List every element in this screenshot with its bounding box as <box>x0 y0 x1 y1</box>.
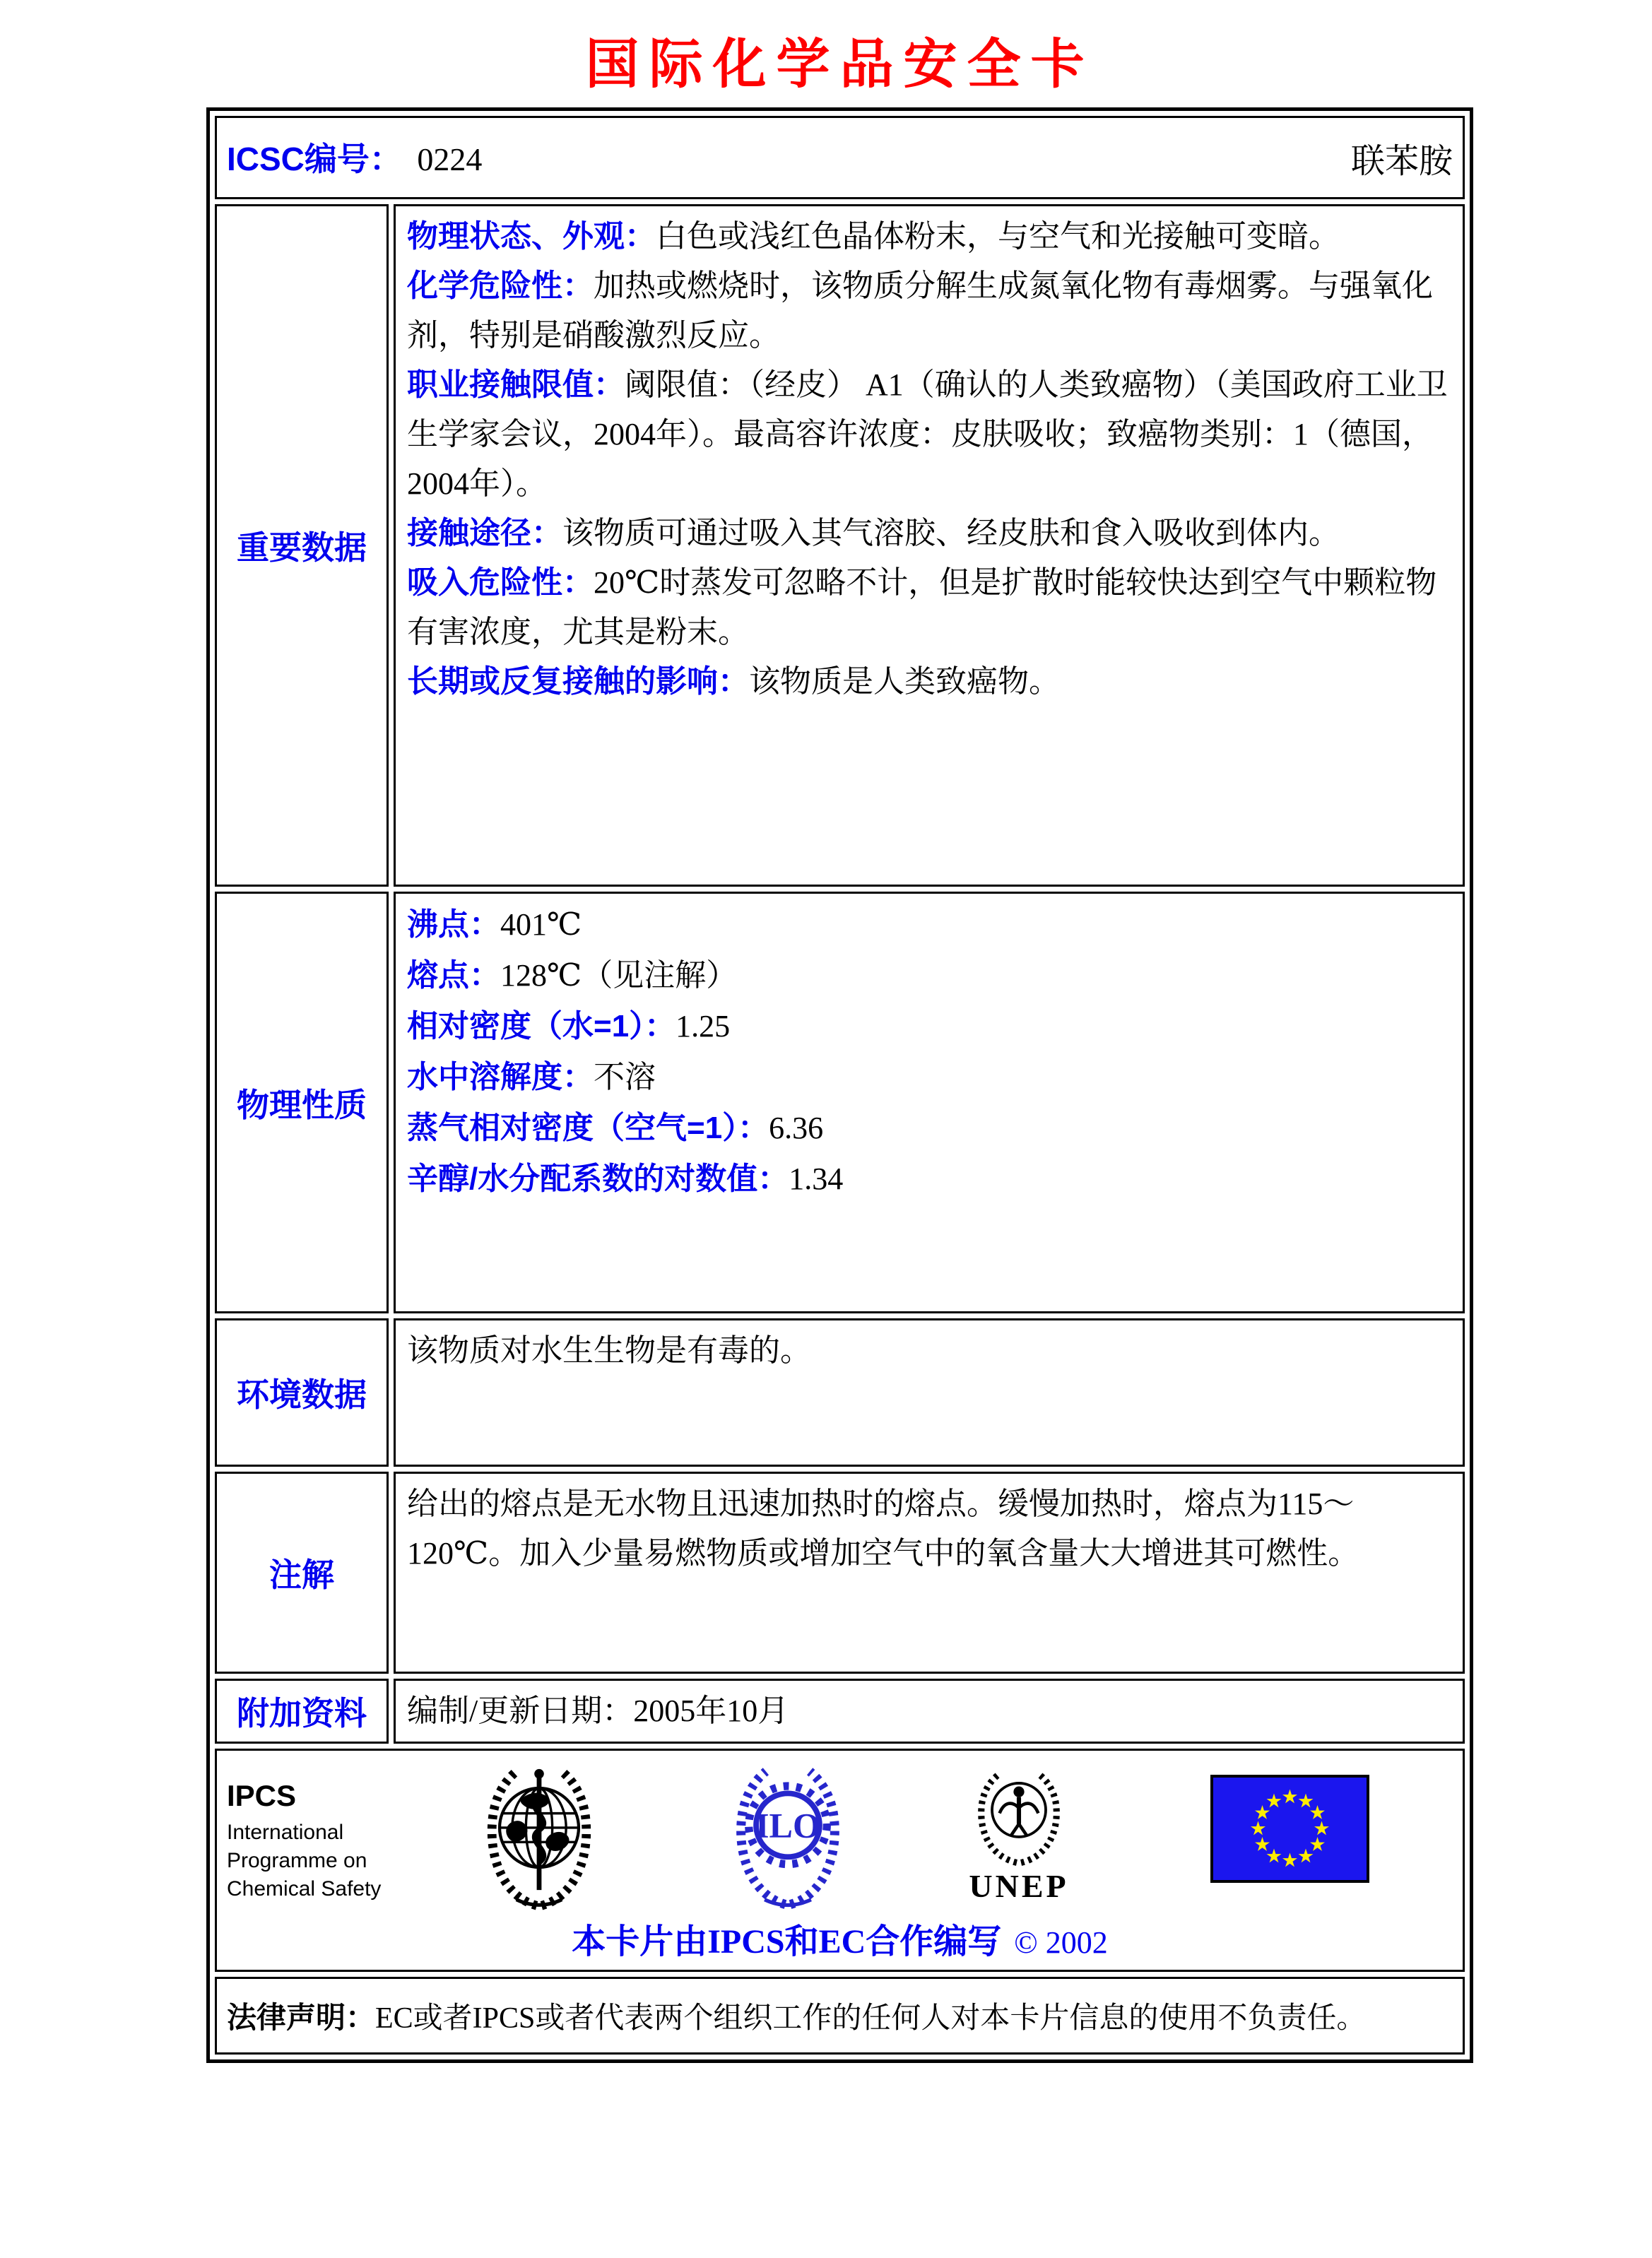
item-value: 401℃ <box>500 907 582 942</box>
item-text: 20℃时蒸发可忽略不计，但是扩散时能较快达到空气中颗粒物有害浓度，尤其是粉末。 <box>407 565 1437 649</box>
item-value: 1.34 <box>789 1161 844 1196</box>
who-logo-icon <box>470 1761 608 1910</box>
page-title: 国际化学品安全卡 <box>585 35 1095 95</box>
environmental-data-label: 环境数据 <box>215 1318 389 1467</box>
important-data-content <box>394 204 1465 887</box>
item-label: 水中溶解度： <box>407 1060 594 1094</box>
environmental-data-text: 该物质对水生生物是有毒的。 <box>407 1333 811 1368</box>
important-data-item <box>407 360 1451 509</box>
item-value: 6.36 <box>769 1111 824 1145</box>
notes-row <box>215 1472 1465 1674</box>
physical-properties-row <box>215 892 1465 1313</box>
additional-info-content <box>394 1679 1465 1744</box>
logos-cell <box>215 1749 1465 1972</box>
notes-label: 注解 <box>215 1472 389 1674</box>
physical-property-item <box>407 950 1451 1001</box>
important-data-item <box>407 509 1451 558</box>
icsc-number-value: 0224 <box>417 141 483 177</box>
ipcs-line: Programme on <box>227 1849 367 1872</box>
notes-text: 给出的熔点是无水物且迅速加热时的熔点。缓慢加热时，熔点为115～120℃。加入少量易燃物质或增加空气中的氧含量大大增进其可燃性。 <box>407 1486 1359 1571</box>
physical-properties-content <box>394 892 1465 1313</box>
item-label: 化学危险性： <box>407 268 594 303</box>
physical-property-item <box>407 1103 1451 1154</box>
legal-text: EC或者IPCS或者代表两个组织工作的任何人对本卡片信息的使用不负责任。 <box>375 2002 1367 2035</box>
item-text: 该物质是人类致癌物。 <box>749 664 1060 699</box>
unep-label: UNEP <box>969 1868 1069 1904</box>
ilo-logo-icon <box>720 1759 856 1912</box>
legal-cell <box>215 1977 1465 2055</box>
item-label: 长期或反复接触的影响： <box>407 664 749 699</box>
item-label: 蒸气相对密度（空气=1）： <box>407 1111 769 1145</box>
chemical-name: 联苯胺 <box>1350 142 1453 180</box>
environmental-data-row <box>215 1318 1465 1467</box>
legal-label: 法律声明： <box>227 2001 376 2034</box>
additional-info-label: 附加资料 <box>215 1679 389 1744</box>
item-value: 1.25 <box>675 1009 731 1044</box>
item-label: 吸入危险性： <box>407 565 594 600</box>
item-text: 该物质可通过吸入其气溶胶、经皮肤和食入吸收到体内。 <box>562 516 1340 550</box>
notes-content <box>394 1472 1465 1674</box>
unep-emblem-icon <box>959 1761 1079 1868</box>
ipcs-line: Chemical Safety <box>227 1877 382 1901</box>
item-label: 物理状态、外观： <box>407 219 656 254</box>
item-label: 接触途径： <box>407 516 562 550</box>
physical-property-item <box>407 1052 1451 1103</box>
physical-property-item <box>407 1154 1451 1205</box>
item-value: 不溶 <box>594 1060 656 1094</box>
ipcs-text-block <box>227 1779 381 1903</box>
item-label: 辛醇/水分配系数的对数值： <box>407 1161 789 1196</box>
important-data-item <box>407 212 1451 261</box>
additional-info-row <box>215 1679 1465 1744</box>
legal-row <box>215 1977 1465 2055</box>
important-data-item <box>407 261 1451 360</box>
item-text: 阈限值：（经皮） A1（确认的人类致癌物）（美国政府工业卫生学家会议，2004年）。最高容许浓度：皮肤吸收；致癌物类别：1（德国，2004年）。 <box>407 367 1448 501</box>
caption-text: 本卡片由IPCS和EC合作编写 <box>572 1923 1002 1961</box>
unep-logo <box>945 1761 1093 1905</box>
item-text: 加热或燃烧时，该物质分解生成氮氧化物有毒烟雾。与强氧化剂，特别是硝酸激烈反应。 <box>407 268 1433 353</box>
physical-properties-label: 物理性质 <box>215 892 389 1313</box>
copyright-text: © 2002 <box>1014 1925 1108 1960</box>
header-cell <box>215 116 1465 199</box>
icsc-number-label: ICSC编号： <box>227 140 402 177</box>
item-label: 相对密度（水=1）： <box>407 1009 676 1044</box>
item-label: 熔点： <box>407 958 500 993</box>
footer-caption <box>217 1914 1463 1963</box>
item-label: 沸点： <box>407 907 500 942</box>
ipcs-line: International <box>227 1821 344 1844</box>
ipcs-acronym: IPCS <box>227 1779 297 1812</box>
physical-property-item <box>407 899 1451 950</box>
item-label: 职业接触限值： <box>407 367 625 402</box>
important-data-label: 重要数据 <box>215 204 389 887</box>
ilo-letters: ILO <box>755 1805 820 1845</box>
important-data-item <box>407 657 1451 707</box>
important-data-row <box>215 204 1465 887</box>
important-data-item <box>407 558 1451 657</box>
environmental-data-content <box>394 1318 1465 1467</box>
item-text: 白色或浅红色晶体粉末，与空气和光接触可变暗。 <box>656 219 1340 254</box>
additional-info-text: 编制/更新日期：2005年10月 <box>407 1694 789 1728</box>
item-value: 128℃（见注解） <box>500 958 738 993</box>
icsc-card-table <box>206 107 1473 2063</box>
eu-flag-icon <box>1210 1775 1369 1883</box>
logos-row <box>215 1749 1465 1972</box>
physical-property-item <box>407 1001 1451 1052</box>
header-row <box>215 116 1465 199</box>
